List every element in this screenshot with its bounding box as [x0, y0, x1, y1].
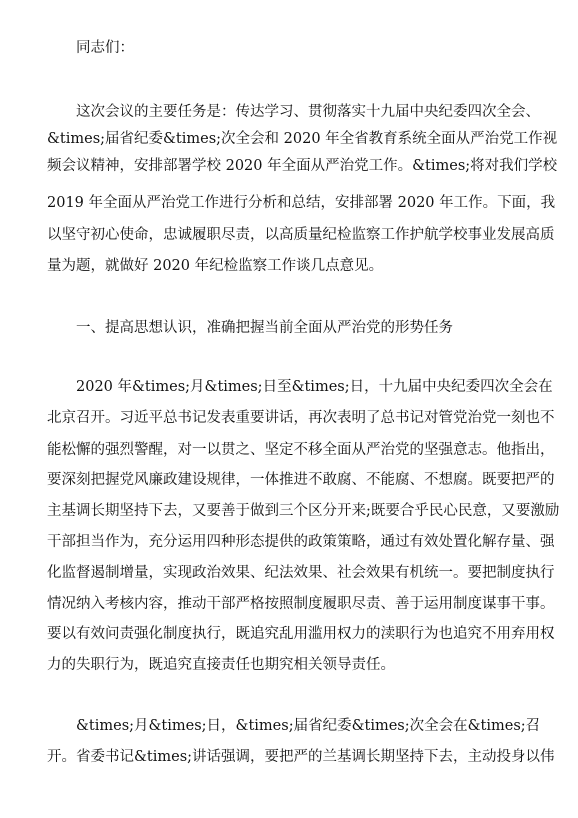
paragraph-line: 北京召开。习近平总书记发表重要讲话，再次表明了总书记对管党治党一刻也不: [47, 410, 555, 426]
paragraph-line: 2020 年&times;月&times;日至&times;日，十九届中央纪委四次全会在: [76, 379, 553, 395]
greeting: 同志们：: [76, 40, 134, 56]
intro-line: 以坚守初心使命，忠诚履职尽责，以高质量纪检监察工作护航学校事业发展高质: [47, 227, 555, 243]
paragraph-line: 开。省委书记&times;讲话强调，要把严的兰基调长期坚持下去，主动投身以伟: [47, 749, 555, 765]
paragraph-line: 干部担当作为，充分运用四种形态提供的政策策略，通过有效处置化解存量、强: [47, 534, 555, 550]
intro-line: &times;届省纪委&times;次全会和 2020 年全省教育系统全面从严治党工作视: [47, 131, 558, 147]
paragraph-line: 化监督遏制增量，实现政治效果、纪法效果、社会效果有机统一。要把制度执行: [47, 565, 555, 581]
paragraph-line: 要深刻把握党风廉政建设规律，一体推进不敢腐、不能腐、不想腐。既要把严的: [47, 472, 555, 488]
paragraph-line: &times;月&times;日，&times;届省纪委&times;次全会在&times;召: [76, 718, 541, 734]
paragraph-line: 情况纳入考核内容，推动干部严格按照制度履职尽责、善于运用制度谋事干事。: [47, 596, 555, 612]
section-heading: 一、提高思想认识，准确把握当前全面从严治党的形势任务: [76, 320, 453, 336]
intro-line: 量为题，就做好 2020 年纪检监察工作谈几点意见。: [47, 258, 384, 274]
intro-line: 这次会议的主要任务是：传达学习、贯彻落实十九届中央纪委四次全会、: [76, 104, 540, 120]
paragraph-line: 要以有效问责强化制度执行，既追究乱用滥用权力的渎职行为也追究不用弃用权: [47, 626, 555, 642]
paragraph-line: 主基调长期坚持下去，又要善于做到三个区分开来;既要合乎民心民意，又要激励: [47, 503, 560, 519]
paragraph-line: 力的失职行为，既追究直接责任也期究相关领导责任。: [47, 657, 395, 673]
paragraph-line: 能松懈的强烈警醒，对一以贯之、坚定不移全面从严治党的坚强意志。他指出，: [47, 442, 555, 458]
intro-line: 2019 年全面从严治党工作进行分析和总结，安排部署 2020 年工作。下面，我: [47, 195, 556, 211]
intro-line: 频会议精神，安排部署学校 2020 年全面从严治党工作。&times;将对我们学校: [47, 158, 558, 174]
